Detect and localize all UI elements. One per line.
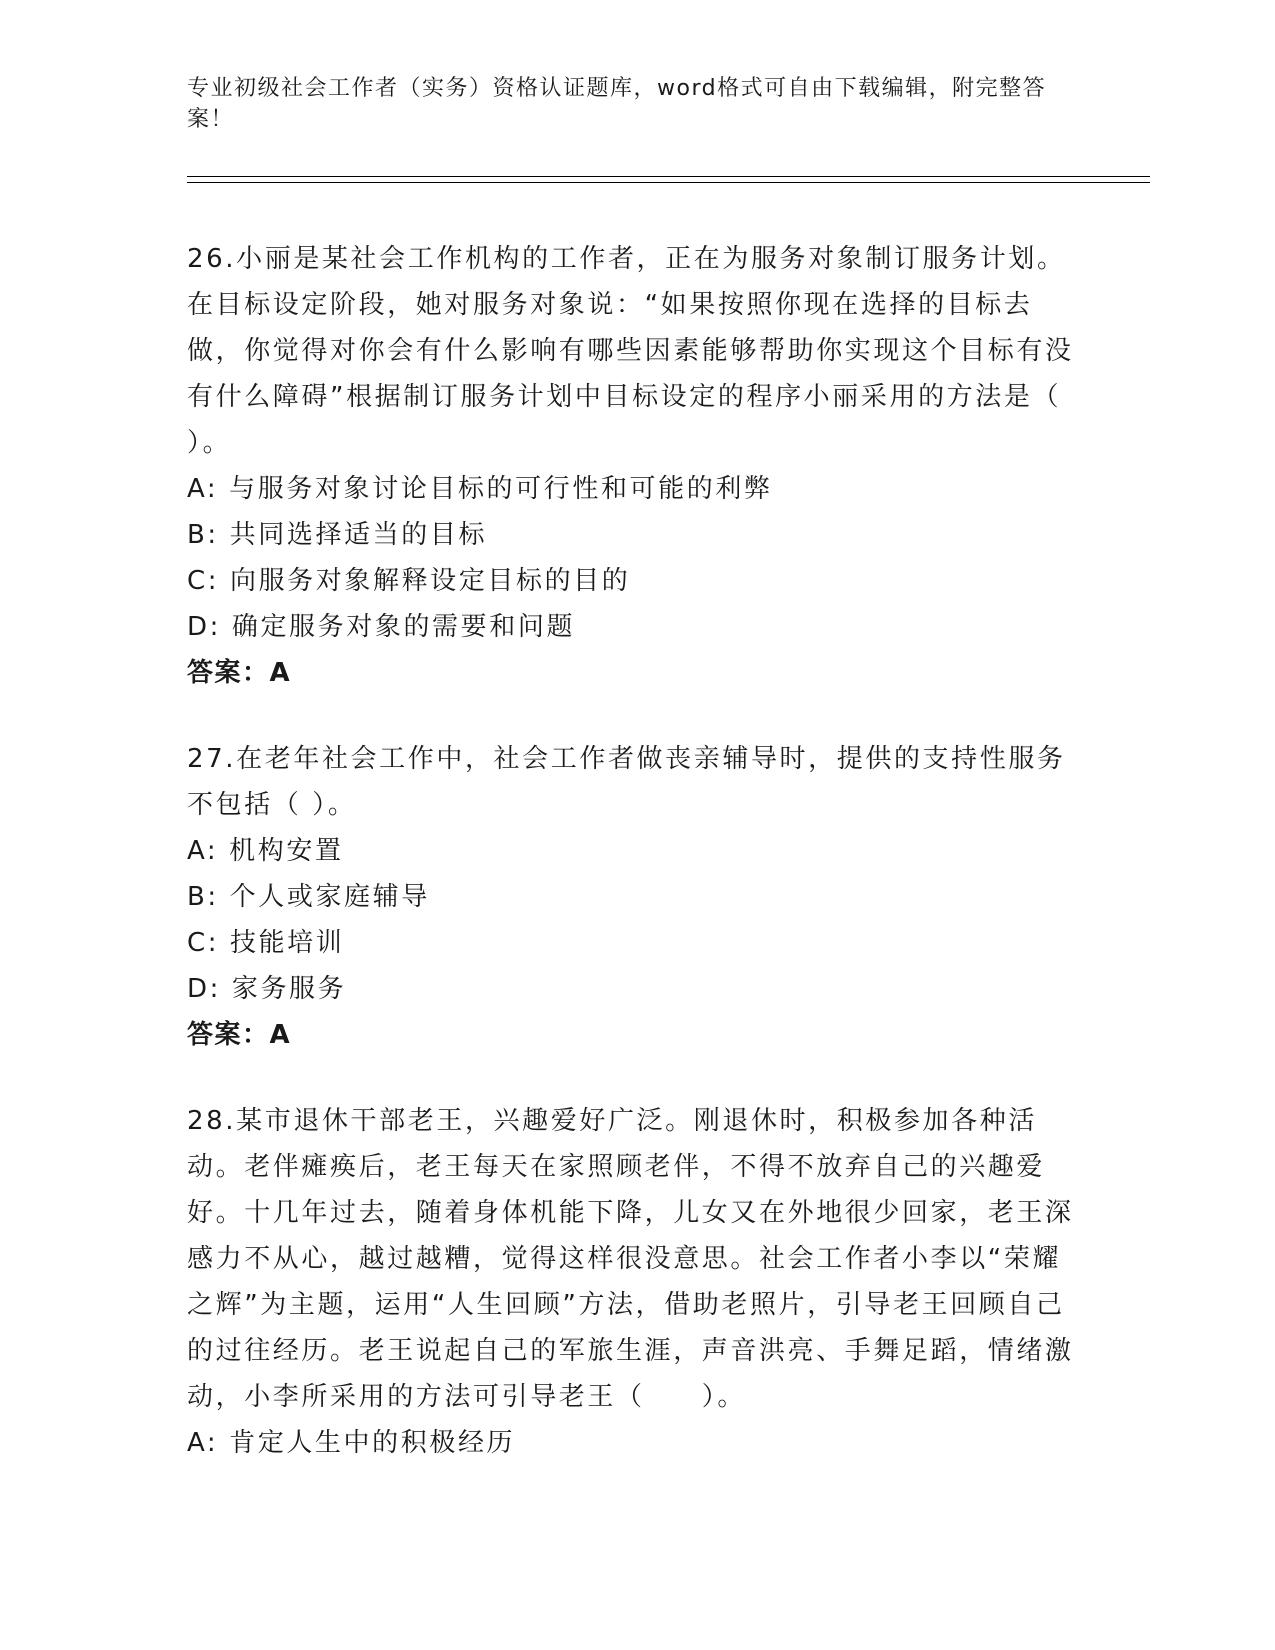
header-rule-top	[187, 176, 1150, 177]
question-stem: 28.某市退休干部老王，兴趣爱好广泛。刚退休时，积极参加各种活动。老伴瘫痪后，老王每天在家照顾老伴，不得不放弃自己的兴趣爱好。十几年过去，随着身体机能下降，儿女又在外地很少回家，老王深感力不从心，越过越糟，觉得这样很没意思。社会工作者小李以“荣耀之辉”为主题，运用“人生回顾”方法，借助老照片，引导老王回顾自己的过往经历。老王说起自己的军旅生涯，声音洪亮、手舞足蹈，情绪激动，小李所采用的方法可引导老王（ ）。	[187, 1106, 1074, 1412]
option-c: C: 向服务对象解释设定目标的目的	[187, 566, 631, 596]
option-b: B: 共同选择适当的目标	[187, 520, 488, 550]
answer-label: 答案：A	[187, 1020, 292, 1050]
question-stem: 27.在老年社会工作中，社会工作者做丧亲辅导时，提供的支持性服务不包括（ ）。	[187, 744, 1066, 820]
header-rule-bottom	[187, 182, 1150, 183]
question-26	[187, 236, 1087, 696]
option-c: C: 技能培训	[187, 928, 345, 958]
answer-label: 答案：A	[187, 658, 292, 688]
option-b: B: 个人或家庭辅导	[187, 882, 430, 912]
page-header: 专业初级社会工作者（实务）资格认证题库，word格式可自由下载编辑，附完整答案！	[187, 76, 1047, 132]
question-stem: 26.小丽是某社会工作机构的工作者，正在为服务对象制订服务计划。在目标设定阶段，她对服务对象说：“如果按照你现在选择的目标去做，你觉得对你会有什么影响有哪些因素能够帮助你实现这个目标有没有什么障碍”根据制订服务计划中目标设定的程序小丽采用的方法是（ ）。	[187, 244, 1074, 458]
option-a: A: 肯定人生中的积极经历	[187, 1428, 516, 1458]
option-d: D: 确定服务对象的需要和问题	[187, 612, 576, 642]
question-27	[187, 736, 1087, 1058]
option-a: A: 与服务对象讨论目标的可行性和可能的利弊	[187, 474, 773, 504]
question-28	[187, 1098, 1087, 1466]
question-list	[187, 236, 1087, 1506]
option-a: A: 机构安置	[187, 836, 344, 866]
option-d: D: 家务服务	[187, 974, 347, 1004]
